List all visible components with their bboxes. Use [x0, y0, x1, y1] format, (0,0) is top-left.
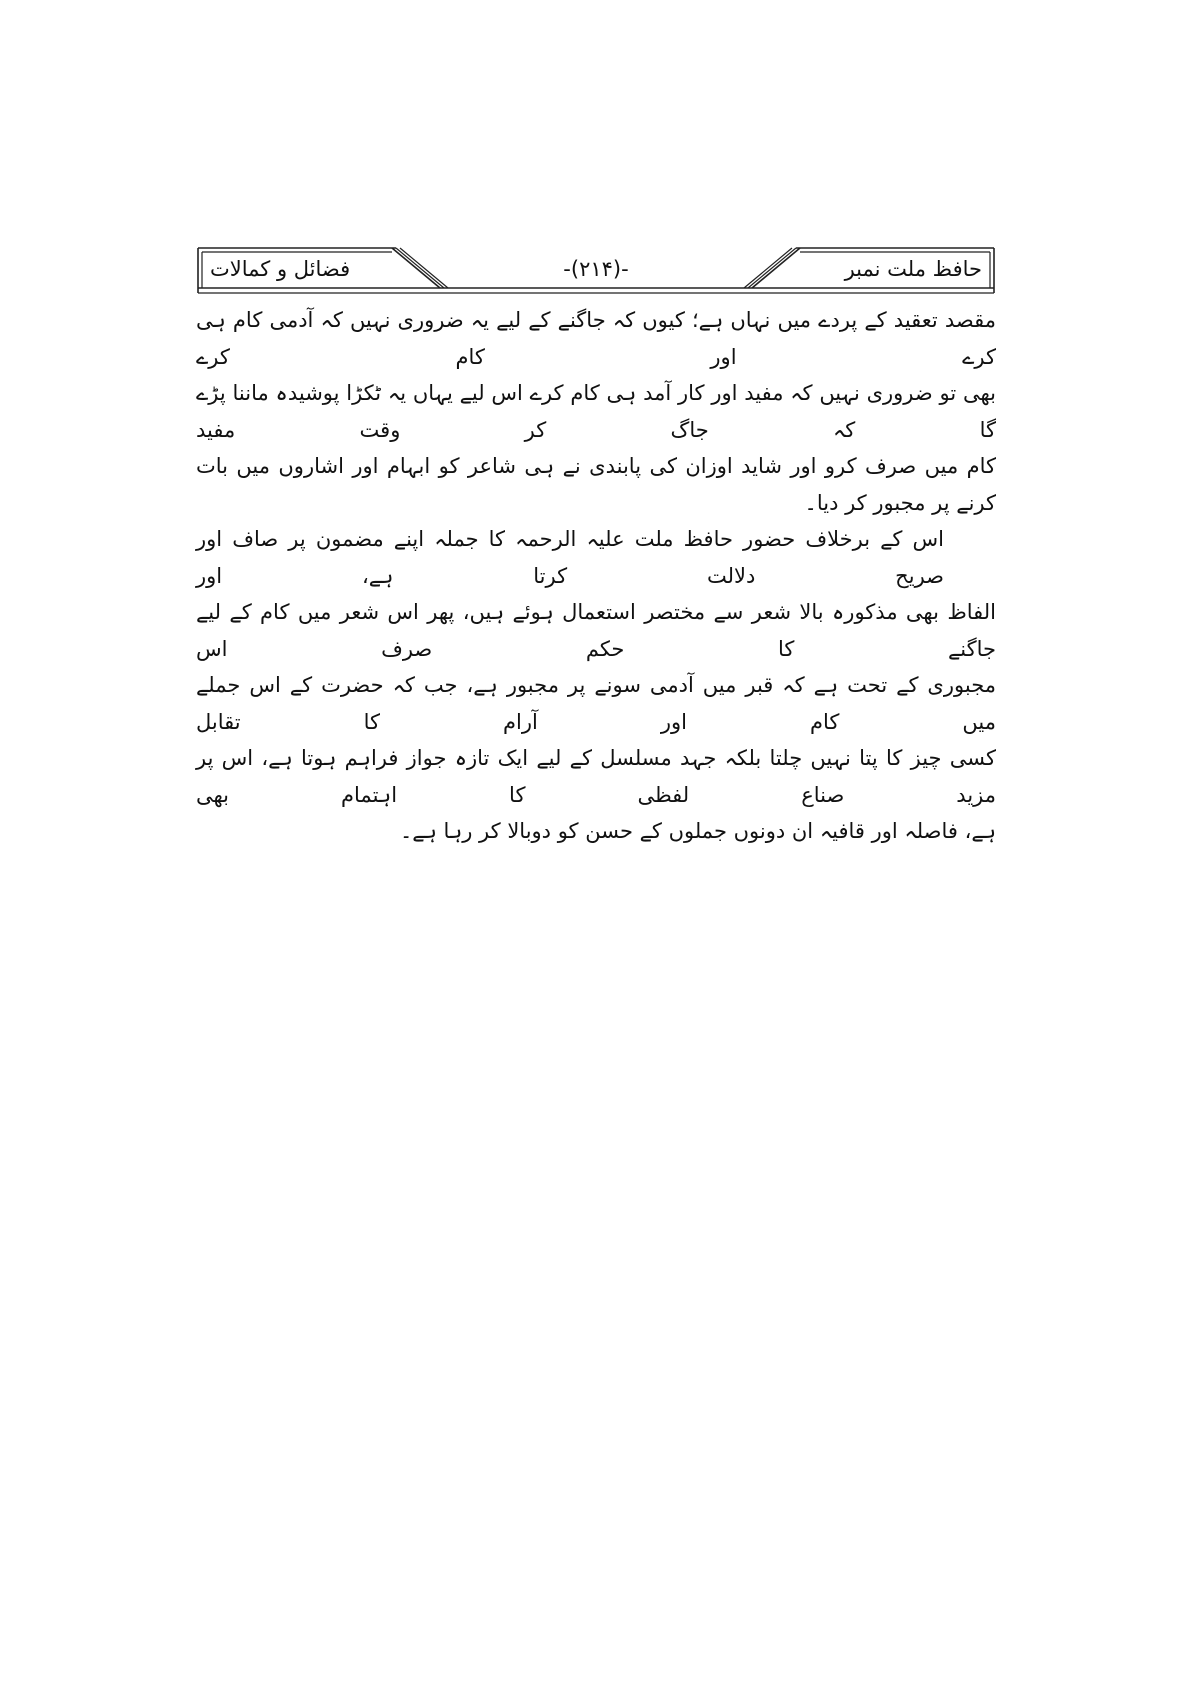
text-line: اس کے برخلاف حضور حافظ ملت علیہ الرحمہ کا جملہ اپنے مضمون پر صاف اور صریح دلالت کرتا ہے، اور	[196, 527, 944, 588]
page-number: -(۲۱۴)-	[563, 257, 629, 281]
text-line: کام میں صرف کرو اور شاید اوزان کی پابندی نے ہی شاعر کو ابہام اور اشاروں میں بات کرنے پر مجبور کر دیا۔	[196, 454, 996, 515]
text-line: مجبوری کے تحت ہے کہ قبر میں آدمی سونے پر مجبور ہے، جب کہ حضرت کے اس جملے میں کام اور آرام کا تقابل	[196, 673, 996, 734]
text-line: کسی چیز کا پتا نہیں چلتا بلکہ جہد مسلسل کے لیے ایک تازہ جواز فراہم ہوتا ہے، اس پر مزید صناع لفظی کا اہتمام بھی	[196, 746, 996, 807]
body-text	[196, 302, 996, 850]
page-header	[196, 246, 996, 296]
paragraph	[196, 521, 996, 850]
text-line: ہے، فاصلہ اور قافیہ ان دونوں جملوں کے حسن کو دوبالا کر رہا ہے۔	[399, 819, 996, 843]
section-title: فضائل و کمالات	[210, 257, 351, 281]
paragraph	[196, 302, 996, 521]
text-line: بھی تو ضروری نہیں کہ مفید اور کار آمد ہی کام کرے اس لیے یہاں یہ ٹکڑا پوشیدہ ماننا پڑے گا کہ جاگ کر وقت مفید	[196, 381, 996, 442]
text-line: مقصد تعقید کے پردے میں نہاں ہے؛ کیوں کہ جاگنے کے لیے یہ ضروری نہیں کہ آدمی کام ہی کرے اور کام کرے	[196, 308, 996, 369]
book-title: حافظ ملت نمبر	[844, 257, 982, 281]
text-line: الفاظ بھی مذکورہ بالا شعر سے مختصر استعمال ہوئے ہیں، پھر اس شعر میں کام کے لیے جاگنے کا حکم صرف اس	[196, 600, 996, 661]
